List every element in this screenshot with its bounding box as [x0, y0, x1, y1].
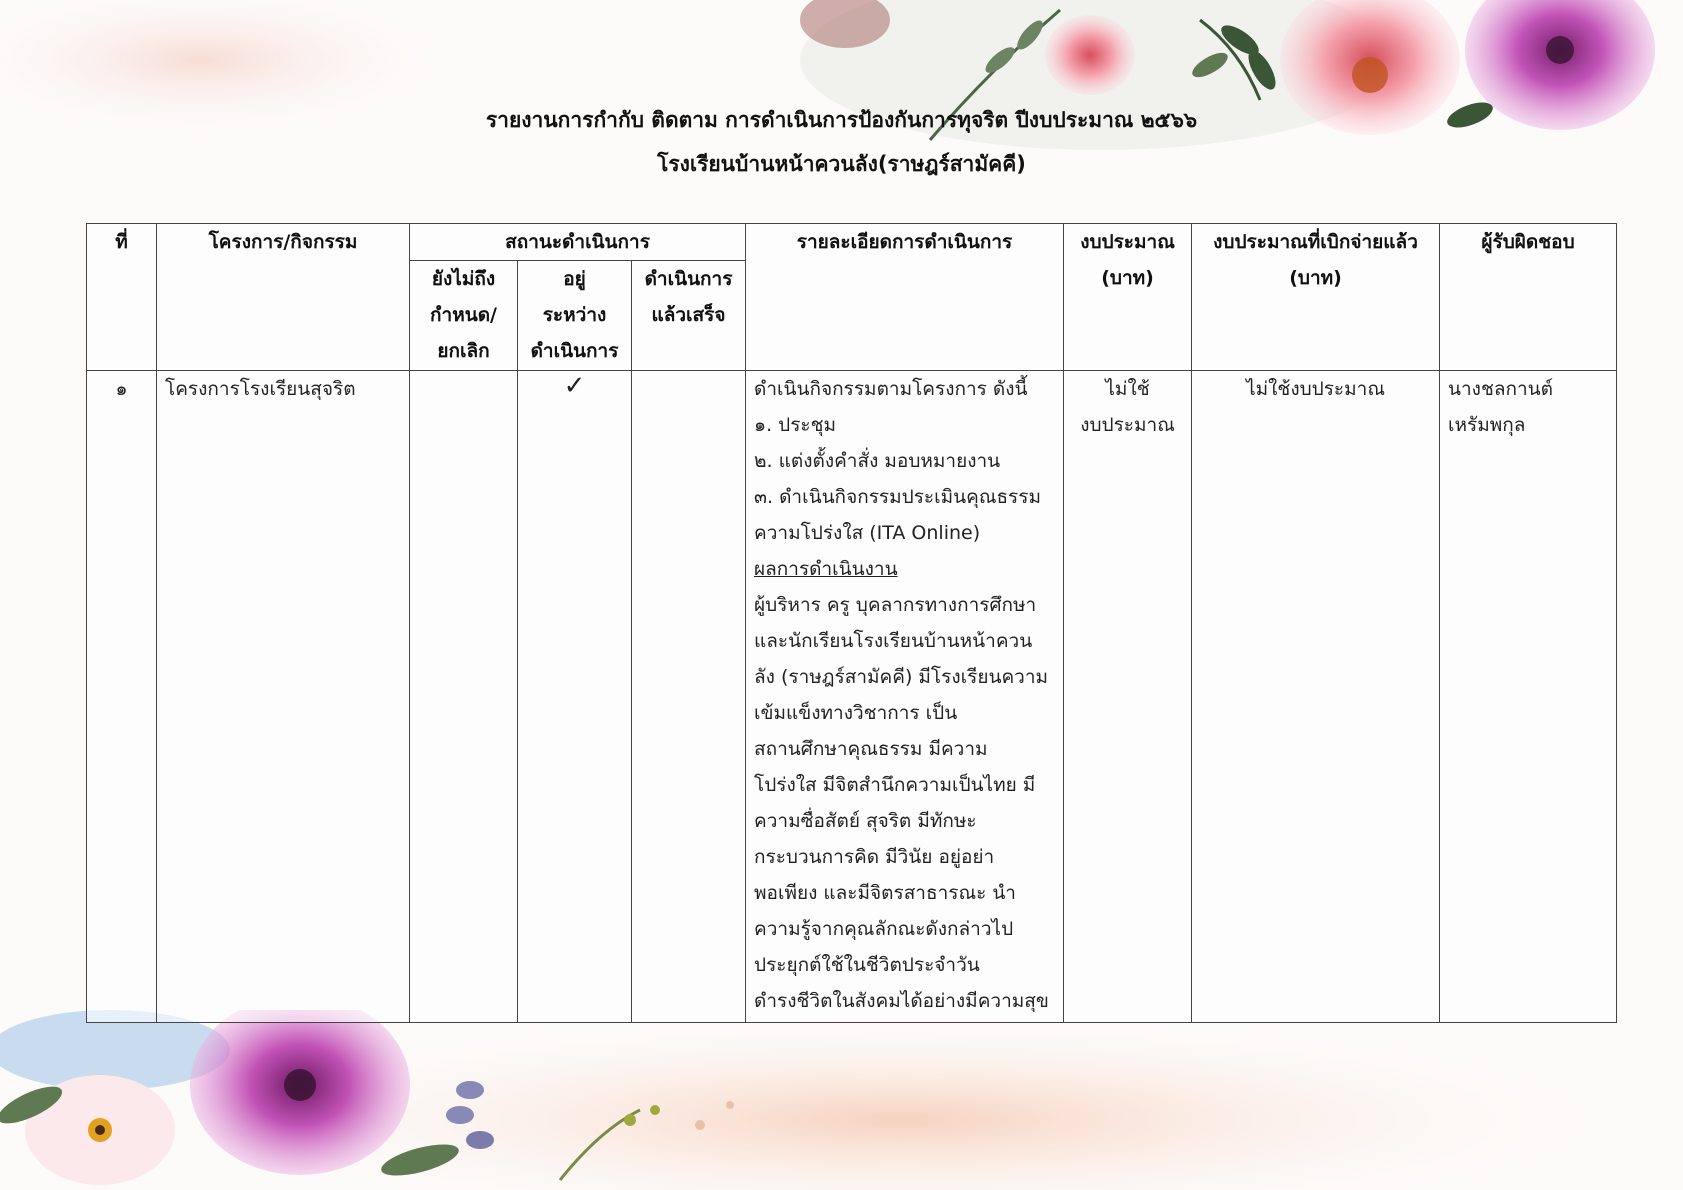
- header-budget-line: (บาท): [1101, 267, 1154, 289]
- detail-line: ความโปร่งใส (ITA Online): [754, 522, 981, 544]
- detail-line: ๑. ประชุม: [754, 414, 837, 436]
- result-line: เข้มแข็งทางวิชาการ เป็น: [754, 702, 958, 724]
- header-line: ระหว่าง: [542, 304, 607, 326]
- table-row: [87, 371, 1617, 1023]
- header-details: รายละเอียดการดำเนินการ: [746, 224, 1064, 371]
- header-line: ยังไม่ถึง: [431, 268, 496, 290]
- report-table: [86, 223, 1617, 1023]
- header-budget: [1064, 224, 1192, 371]
- school-name: โรงเรียนบ้านหน้าควนลัง(ราษฎร์สามัคคี): [657, 152, 1026, 176]
- result-line: โปร่งใส มีจิตสำนึกความเป็นไทย มี: [754, 774, 1036, 796]
- row-budget-spent: ไม่ใช้งบประมาณ: [1192, 371, 1440, 1023]
- header-status-done: [632, 261, 746, 371]
- header-status-in-progress: [518, 261, 632, 371]
- floral-footer-decoration: [0, 1010, 1683, 1190]
- header-budget-spent-line: งบประมาณที่เบิกจ่ายแล้ว: [1213, 231, 1418, 253]
- header-line: กำหนด/: [430, 304, 497, 326]
- header-project: โครงการ/กิจกรรม: [157, 224, 410, 371]
- row-status-done: [632, 371, 746, 1023]
- row-budget: [1064, 371, 1192, 1023]
- header-responsible: ผู้รับผิดชอบ: [1440, 224, 1617, 371]
- header-line: ดำเนินการ: [530, 340, 619, 362]
- responsible-line: นางชลกานต์: [1448, 378, 1553, 400]
- result-line: ลัง (ราษฎร์สามัคคี) มีโรงเรียนความ: [754, 666, 1049, 688]
- result-line: พอเพียง และมีจิตรสาธารณะ นำ: [754, 882, 1016, 904]
- header-status: สถานะดำเนินการ: [410, 224, 746, 261]
- header-line: ยกเลิก: [437, 340, 490, 362]
- row-no: ๑: [87, 371, 157, 1023]
- budget-line: งบประมาณ: [1080, 414, 1175, 436]
- detail-line: ๓. ดำเนินกิจกรรมประเมินคุณธรรม: [754, 486, 1041, 508]
- header-budget-spent-line: (บาท): [1289, 267, 1342, 289]
- detail-line: ดำเนินกิจกรรมตามโครงการ ดังนี้: [754, 378, 1028, 400]
- header-line: ดำเนินการ: [644, 268, 733, 290]
- header-line: อยู่: [563, 268, 586, 290]
- header-no: ที่: [87, 224, 157, 371]
- result-line: และนักเรียนโรงเรียนบ้านหน้าควน: [754, 630, 1033, 652]
- row-status-not-started: [410, 371, 518, 1023]
- result-line: ความซื่อสัตย์ สุจริต มีทักษะ: [754, 810, 977, 832]
- result-line: กระบวนการคิด มีวินัย อยู่อย่า: [754, 846, 995, 868]
- result-line: ดำรงชีวิตในสังคมได้อย่างมีความสุข: [754, 990, 1049, 1012]
- result-line: ความรู้จากคุณลักณะดังกล่าวไป: [754, 918, 1014, 940]
- results-label: ผลการดำเนินงาน: [754, 558, 898, 580]
- row-responsible: [1440, 371, 1617, 1023]
- budget-line: ไม่ใช้: [1105, 378, 1150, 400]
- header-budget-spent: [1192, 224, 1440, 371]
- header-status-not-started: [410, 261, 518, 371]
- row-details: [746, 371, 1064, 1023]
- result-line: สถานศึกษาคุณธรรม มีความ: [754, 738, 988, 760]
- check-icon: ✓: [518, 371, 632, 1023]
- report-title: รายงานการกำกับ ติดตาม การดำเนินการป้องกันการทุจริต ปีงบประมาณ ๒๕๖๖: [485, 108, 1198, 132]
- responsible-line: เหรัมพกุล: [1448, 414, 1526, 436]
- result-line: ประยุกต์ใช้ในชีวิตประจำวัน: [754, 954, 980, 976]
- row-project: โครงการโรงเรียนสุจริต: [157, 371, 410, 1023]
- result-line: ผู้บริหาร ครู บุคลากรทางการศึกษา: [754, 594, 1037, 616]
- header-budget-line: งบประมาณ: [1080, 231, 1175, 253]
- header-line: แล้วเสร็จ: [651, 304, 726, 326]
- detail-line: ๒. แต่งตั้งคำสั่ง มอบหมายงาน: [754, 450, 1001, 472]
